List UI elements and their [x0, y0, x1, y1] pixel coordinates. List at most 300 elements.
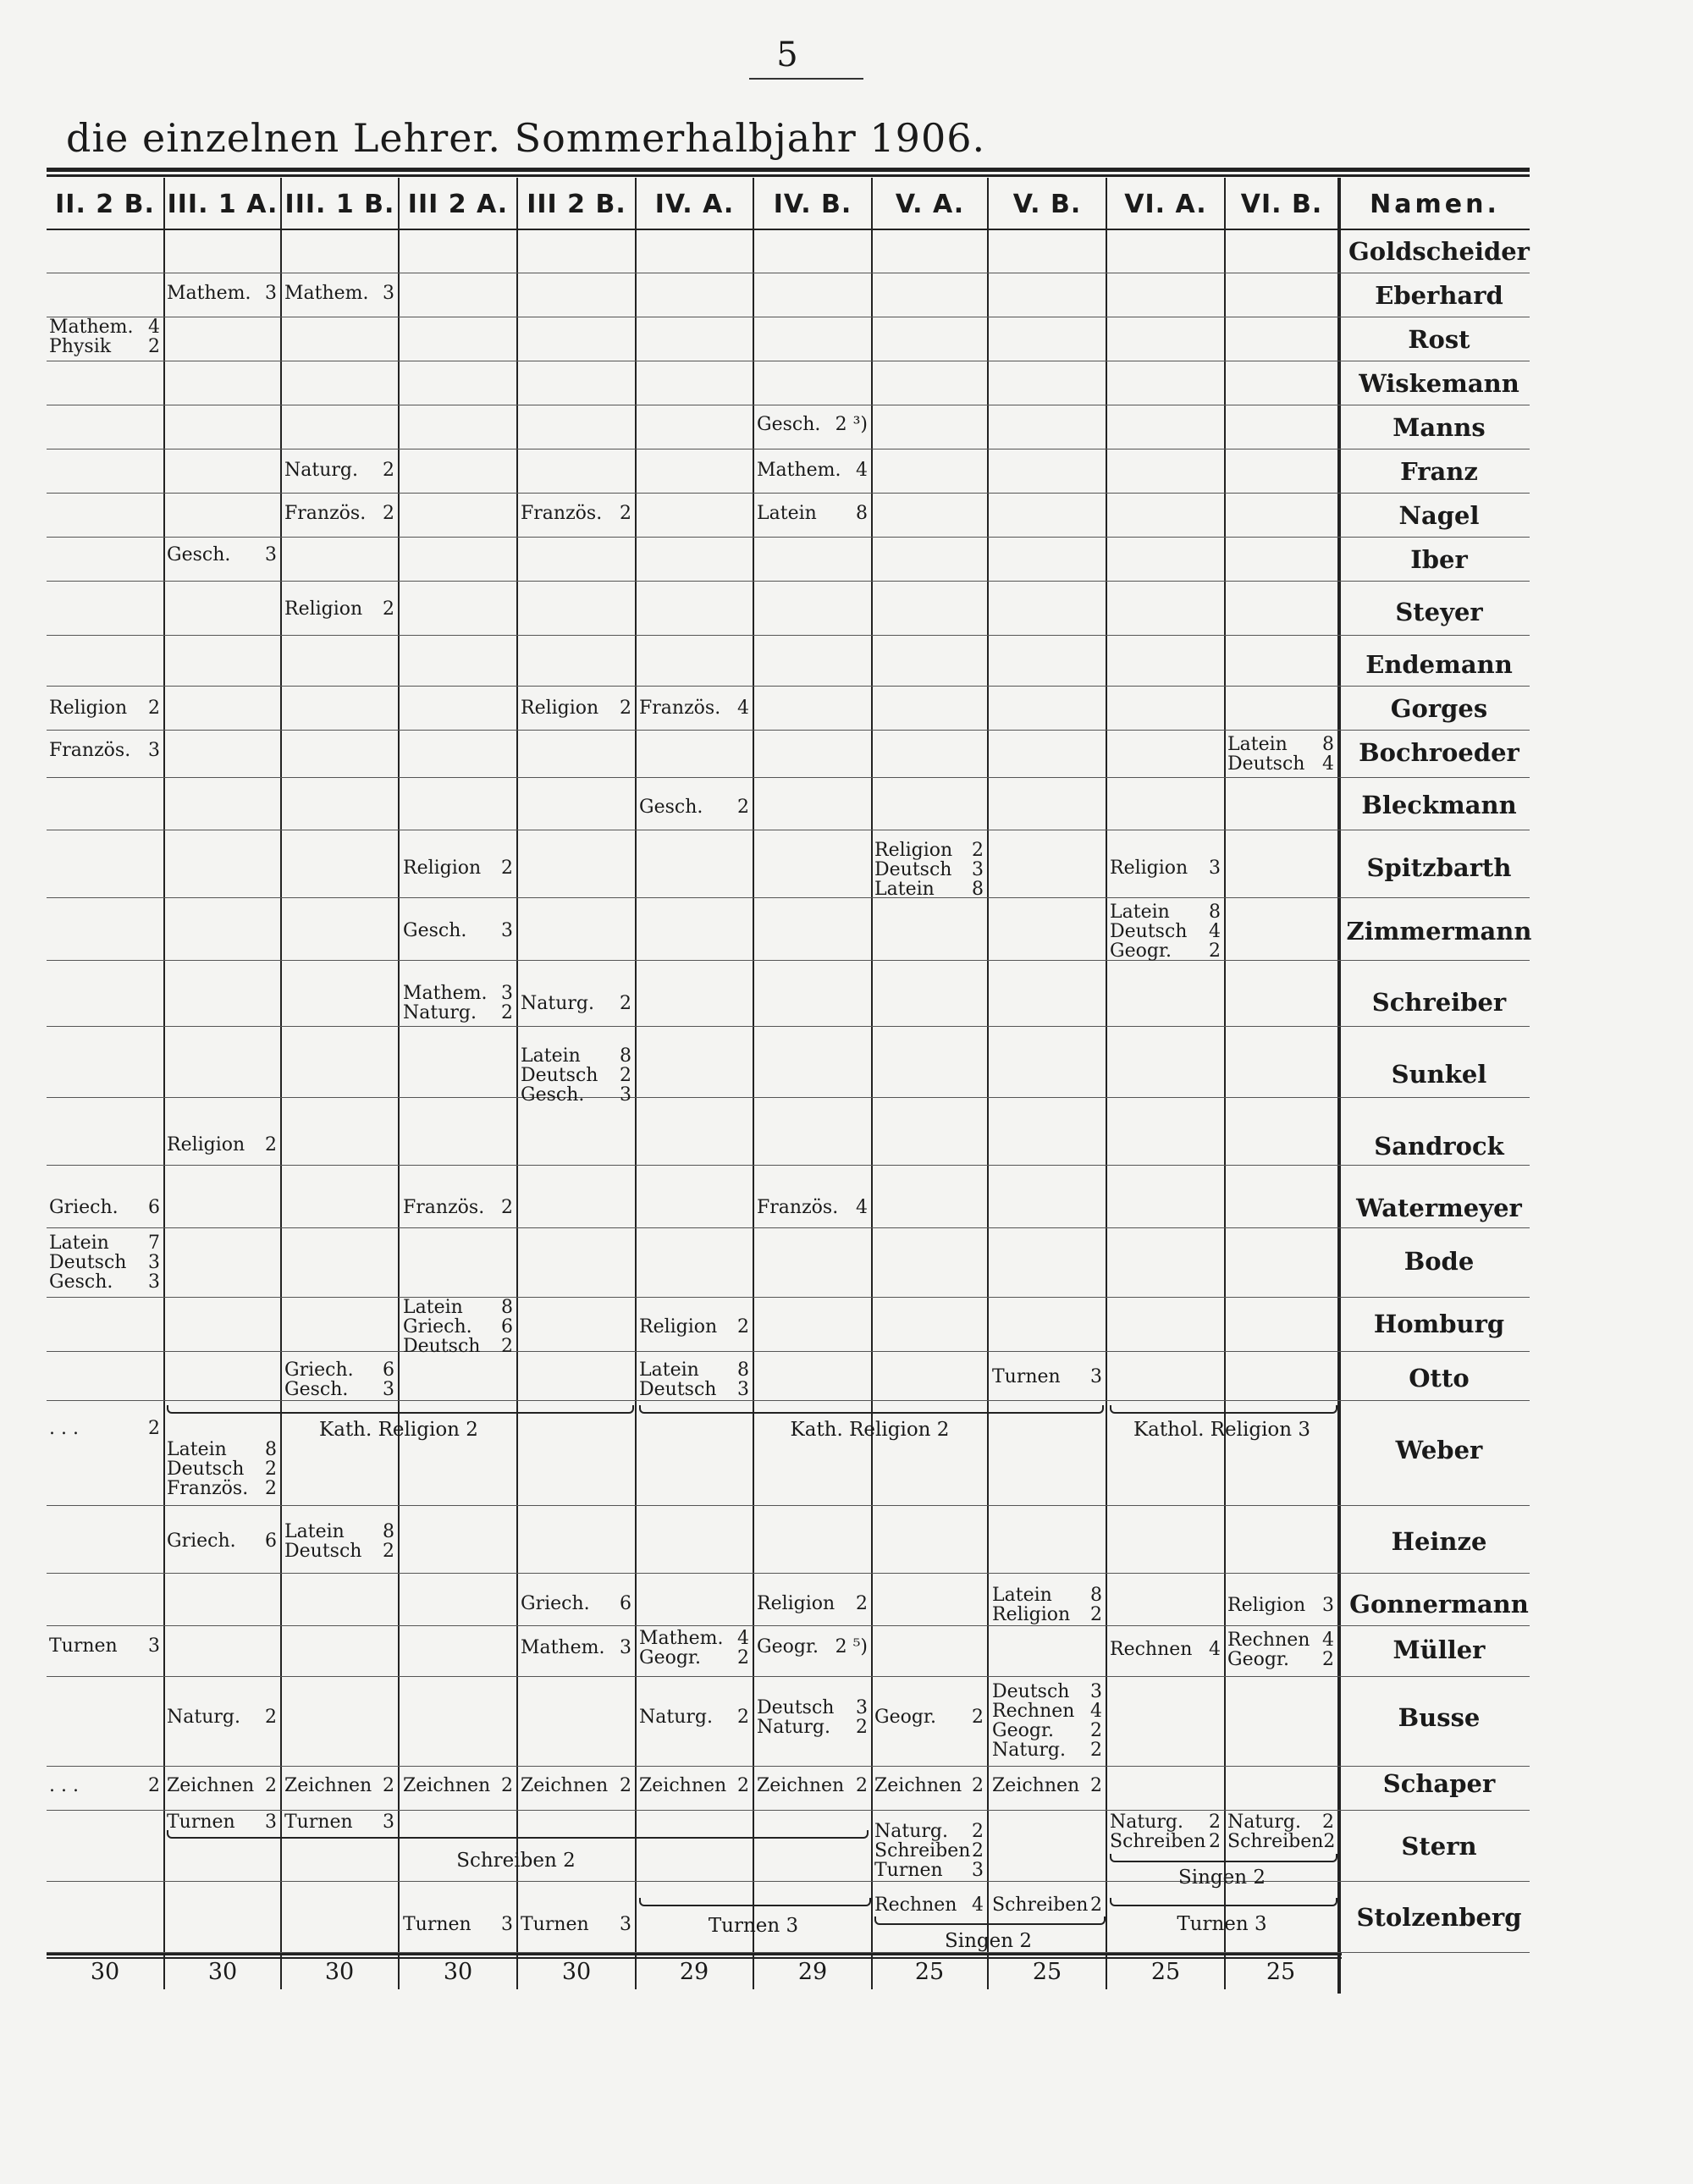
subject-entry [639, 698, 749, 718]
entry-line [874, 1707, 984, 1727]
subject-hours: 3 [501, 983, 513, 1004]
total-via: 25 [1150, 1959, 1181, 1985]
subject-name: Religion [49, 698, 128, 719]
subject-hours: 2 [737, 1316, 749, 1337]
subject-hours: 3 [265, 1812, 277, 1833]
subject-hours: 2 [972, 1840, 984, 1861]
subject-hours: 2 [620, 993, 631, 1014]
entry-line [1227, 1832, 1334, 1851]
row-separator [47, 635, 1530, 636]
subject-name: Deutsch [403, 1336, 481, 1357]
subject-hours: 2 ³) [835, 414, 868, 435]
subject-hours: 2 [148, 1418, 160, 1439]
total-ii2b: 30 [90, 1959, 120, 1985]
subject-hours: 3 [265, 283, 277, 304]
subject-entry [403, 921, 513, 940]
subject-entry [1110, 1640, 1221, 1659]
subject-hours: 4 [1209, 1639, 1221, 1660]
subject-hours: 8 [1209, 902, 1221, 923]
subject-hours: 2 [265, 1707, 277, 1728]
brace-turnen-vi [1110, 1898, 1337, 1906]
total-iii2b: 30 [561, 1959, 592, 1985]
subject-name: Französ. [521, 503, 603, 524]
subject-entry [167, 1531, 277, 1551]
subject-hours: 2 [501, 858, 513, 879]
subject-hours: 3 [1090, 1366, 1102, 1387]
subject-hours: 3 [383, 1812, 394, 1833]
span-turnen-iv: Turnen 3 [708, 1915, 799, 1937]
col-divider [280, 178, 282, 1989]
entry-line [1227, 1630, 1334, 1650]
entry-line [403, 1198, 513, 1217]
entry-line [49, 1233, 160, 1253]
subject-hours: 3 [383, 283, 394, 304]
subject-hours: 2 [501, 1197, 513, 1218]
subject-entry [992, 1586, 1102, 1624]
subject-name: Naturg. [1227, 1812, 1301, 1833]
subject-name: Naturg. [167, 1707, 240, 1728]
entry-line [284, 599, 394, 619]
subject-entry [521, 1594, 631, 1613]
subject-hours: 8 [856, 503, 868, 524]
row-separator [47, 1573, 1530, 1574]
subject-name: Geogr. [757, 1636, 819, 1657]
subject-hours: 2 [148, 1775, 160, 1796]
entry-line [639, 1776, 749, 1795]
subject-entry [284, 284, 394, 303]
subject-name: Französ. [403, 1197, 485, 1218]
total-iii2a: 30 [443, 1959, 473, 1985]
col-divider [753, 178, 754, 1989]
subject-hours: 8 [383, 1521, 394, 1542]
entry-line [49, 1272, 160, 1292]
subject-hours: 3 [383, 1379, 394, 1400]
subject-entry [1110, 858, 1221, 878]
subject-name: Deutsch [49, 1252, 127, 1273]
subject-hours: 2 [856, 1717, 868, 1738]
entry-line [757, 1718, 868, 1737]
subject-hours: 3 [501, 920, 513, 941]
total-iii1a: 30 [207, 1959, 238, 1985]
entry-line [49, 317, 160, 337]
entry-line [1110, 1832, 1221, 1851]
span-singen-vi: Singen 2 [1177, 1867, 1266, 1889]
col-header-iii2b: III 2 B. [527, 189, 626, 219]
entry-line [1110, 922, 1221, 941]
entry-line [167, 1812, 277, 1832]
subject-name: Gesch. [167, 544, 231, 565]
subject-hours: 3 [620, 1084, 631, 1106]
entry-line [874, 1822, 984, 1841]
subject-name: Turnen [521, 1914, 589, 1935]
total-vb: 25 [1032, 1959, 1062, 1985]
subject-entry [284, 599, 394, 619]
subject-name: Religion [757, 1593, 835, 1614]
subject-hours: 4 [1209, 921, 1221, 942]
subject-hours: 2 [501, 1336, 513, 1357]
subject-hours: 3 [1209, 858, 1221, 879]
row-separator [47, 960, 1530, 961]
subject-entry [992, 1776, 1102, 1795]
subject-name: Gesch. [284, 1379, 349, 1400]
subject-name: Deutsch [757, 1697, 835, 1718]
subject-entry [757, 1198, 868, 1217]
row-separator [47, 1810, 1530, 1811]
row-separator [47, 777, 1530, 778]
subject-name: Gesch. [757, 414, 821, 435]
entry-line [1110, 902, 1221, 922]
subject-name: Geogr. [1227, 1649, 1290, 1670]
subject-entry [167, 1135, 277, 1155]
subject-entry [284, 1522, 394, 1561]
subject-hours: 3 [148, 1252, 160, 1273]
teacher-name: Gorges [1390, 694, 1488, 723]
col-header-ii2b: II. 2 B. [55, 189, 155, 219]
subject-hours: 6 [383, 1359, 394, 1381]
entry-line [284, 1360, 394, 1380]
subject-name: Naturg. [521, 993, 594, 1014]
subject-name: Physik [49, 336, 112, 357]
subject-name: Turnen [284, 1812, 353, 1833]
subject-name: Turnen [992, 1366, 1061, 1387]
entry-line [49, 337, 160, 356]
subject-name: Latein [284, 1521, 345, 1542]
subject-name: Latein [1110, 902, 1170, 923]
subject-name: Zeichnen [757, 1775, 845, 1796]
subject-hours: 2 [265, 1459, 277, 1480]
subject-hours: 8 [1090, 1585, 1102, 1606]
subject-name: Griech. [403, 1316, 472, 1337]
row-separator [47, 897, 1530, 898]
top-rule [47, 168, 1530, 172]
entry-line [992, 1776, 1102, 1795]
subject-hours: 2 [1090, 1740, 1102, 1761]
subject-entry [639, 1776, 749, 1795]
entry-line [284, 1812, 394, 1832]
subject-name: Latein [167, 1439, 227, 1460]
entry-line [992, 1895, 1102, 1915]
subject-name: Französ. [167, 1478, 249, 1499]
entry-line [992, 1682, 1102, 1701]
subject-name: Naturg. [639, 1707, 713, 1728]
subject-hours: 2 [383, 1541, 394, 1562]
entry-line [167, 1440, 277, 1459]
subject-hours: 2 [737, 1647, 749, 1668]
teacher-name: Spitzbarth [1366, 853, 1512, 882]
subject-hours: 3 [265, 544, 277, 565]
subject-entry [1110, 902, 1221, 961]
subject-name: Religion [521, 698, 599, 719]
subject-hours: 2 [972, 1775, 984, 1796]
subject-hours: 2 [1090, 1604, 1102, 1625]
subject-hours: 3 [972, 859, 984, 880]
subject-hours: 2 ⁵) [835, 1636, 868, 1657]
total-iva: 29 [679, 1959, 709, 1985]
entry-line [284, 1380, 394, 1399]
entry-line [167, 1135, 277, 1155]
teacher-name: Otto [1409, 1364, 1470, 1393]
entry-line [49, 1419, 160, 1438]
subject-hours: 6 [501, 1316, 513, 1337]
teacher-name: Nagel [1398, 501, 1480, 530]
subject-name: Latein [49, 1233, 109, 1254]
teacher-name: Stolzenberg [1356, 1903, 1522, 1932]
subject-name: Geogr. [1110, 940, 1172, 962]
page-number-rule [749, 78, 863, 80]
teacher-name: Endemann [1365, 650, 1513, 679]
subject-name: Deutsch [521, 1065, 598, 1086]
teacher-name: Schaper [1382, 1769, 1496, 1798]
subject-hours: 3 [501, 1914, 513, 1935]
subject-hours: 3 [620, 1637, 631, 1658]
entry-line [167, 1531, 277, 1551]
subject-hours: 3 [856, 1697, 868, 1718]
subject-name: Gesch. [403, 920, 467, 941]
entry-line [49, 1776, 160, 1795]
entry-line [167, 545, 277, 565]
subject-hours: 2 [1090, 1894, 1102, 1916]
teacher-name: Gonnermann [1349, 1590, 1529, 1619]
page-heading: die einzelnen Lehrer. Sommerhalbjahr 1906. [66, 115, 986, 161]
col-divider [1106, 178, 1107, 1989]
entry-line [874, 1895, 984, 1915]
subject-name: Latein [521, 1045, 581, 1067]
subject-hours: 2 [737, 1707, 749, 1728]
subject-name: Schreiben [1227, 1831, 1324, 1852]
entry-line [284, 284, 394, 303]
subject-hours: 4 [1090, 1701, 1102, 1722]
subject-entry [521, 1915, 631, 1934]
entry-line [757, 1698, 868, 1718]
subject-entry [757, 461, 868, 480]
entry-line [1227, 1650, 1334, 1669]
entry-line [639, 1360, 749, 1380]
subject-entry [521, 1046, 631, 1105]
names-column-rule [1337, 178, 1341, 1994]
subject-hours: 2 [148, 698, 160, 719]
subject-hours: 8 [501, 1297, 513, 1318]
subject-entry [757, 1594, 868, 1613]
subject-entry [49, 317, 160, 356]
teacher-name: Steyer [1395, 598, 1483, 626]
teacher-name: Manns [1392, 413, 1486, 442]
teacher-name: Weber [1395, 1436, 1483, 1464]
subject-entry [403, 984, 513, 1023]
entry-line [284, 1776, 394, 1795]
subject-name: Geogr. [992, 1720, 1055, 1741]
entry-line [757, 504, 868, 523]
subject-entry [167, 1707, 277, 1727]
teacher-name: Franz [1400, 457, 1478, 486]
subject-hours: 2 [383, 598, 394, 620]
row-separator [47, 581, 1530, 582]
subject-entry [639, 1707, 749, 1727]
subject-entry [874, 841, 984, 899]
subject-name: Gesch. [49, 1271, 113, 1293]
subject-name: Latein [403, 1297, 463, 1318]
subject-name: Mathem. [639, 1628, 724, 1649]
subject-hours: 2 [737, 1775, 749, 1796]
subject-name: Naturg. [757, 1717, 830, 1738]
subject-hours: 3 [620, 1914, 631, 1935]
subject-entry [992, 1367, 1102, 1387]
subject-entry [874, 1707, 984, 1727]
subject-hours: 4 [856, 460, 868, 481]
teacher-name: Bode [1403, 1247, 1475, 1276]
entry-line [639, 1317, 749, 1337]
teacher-name: Iber [1410, 545, 1468, 574]
subject-entry [757, 504, 868, 523]
entry-line [521, 1638, 631, 1657]
subject-hours: 2 [856, 1775, 868, 1796]
subject-entry [639, 1360, 749, 1399]
entry-line [874, 880, 984, 899]
subject-entry [403, 1198, 513, 1217]
subject-name: Naturg. [874, 1821, 948, 1842]
subject-entry [284, 1812, 394, 1832]
subject-name: Zeichnen [639, 1775, 727, 1796]
subject-name: Deutsch [1227, 753, 1305, 775]
subject-hours: 2 [1090, 1720, 1102, 1741]
subject-name: Naturg. [284, 460, 358, 481]
subject-name: Naturg. [1110, 1812, 1183, 1833]
col-divider [871, 178, 873, 1989]
subject-entry [757, 415, 868, 434]
subject-name: Latein [874, 879, 935, 900]
subject-name: Zeichnen [521, 1775, 609, 1796]
col-header-iii2a: III 2 A. [407, 189, 509, 219]
row-separator [47, 1351, 1530, 1352]
entry-line [521, 1066, 631, 1085]
entry-line [167, 1459, 277, 1479]
subject-hours: 2 [620, 503, 631, 524]
subject-entry [639, 1317, 749, 1337]
subject-entry [521, 1638, 631, 1657]
subject-entry [1227, 735, 1334, 774]
subject-hours: 3 [1090, 1681, 1102, 1702]
entry-line [1227, 1812, 1334, 1832]
entry-line [521, 1046, 631, 1066]
col-header-ivb: IV. B. [773, 189, 852, 219]
brace-kathol-religion [1110, 1405, 1337, 1414]
entry-line [521, 1915, 631, 1934]
row-separator [47, 1952, 1530, 1953]
subject-name: Latein [992, 1585, 1052, 1606]
subject-entry [167, 284, 277, 303]
subject-name: Religion [403, 858, 482, 879]
entry-line [639, 1629, 749, 1648]
subject-hours: 2 [1209, 940, 1221, 962]
subject-hours: 2 [1209, 1831, 1221, 1852]
subject-hours: 8 [265, 1439, 277, 1460]
subject-entry [1227, 1630, 1334, 1669]
subject-hours: 2 [972, 1707, 984, 1728]
subject-entry [403, 858, 513, 878]
teacher-name: Bleckmann [1361, 791, 1517, 819]
subject-name: Zeichnen [403, 1775, 491, 1796]
subject-entry [284, 1776, 394, 1795]
teacher-name: Goldscheider [1348, 237, 1530, 266]
subject-name: Mathem. [521, 1637, 605, 1658]
entry-line [49, 698, 160, 718]
entry-line [521, 1776, 631, 1795]
row-separator [47, 1676, 1530, 1677]
subject-entry [639, 1629, 749, 1668]
col-header-vb: V. B. [1012, 189, 1082, 219]
subject-hours: 2 [1209, 1812, 1221, 1833]
subject-entry [992, 1682, 1102, 1760]
subject-name: Deutsch [284, 1541, 362, 1562]
subject-name: Schreiben [874, 1840, 971, 1861]
subject-entry [284, 1360, 394, 1399]
entry-line [284, 1522, 394, 1541]
row-separator [47, 537, 1530, 538]
entry-line [1110, 1812, 1221, 1832]
row-separator [47, 1766, 1530, 1767]
subject-hours: 2 [856, 1593, 868, 1614]
subject-entry [521, 994, 631, 1013]
teacher-name: Sandrock [1374, 1132, 1504, 1161]
subject-hours: 3 [148, 1271, 160, 1293]
col-divider [516, 178, 518, 1989]
entry-line [992, 1605, 1102, 1624]
entry-line [1110, 941, 1221, 961]
entry-line [521, 994, 631, 1013]
teacher-name: Rost [1408, 325, 1470, 354]
teacher-name: Zimmermann [1346, 917, 1532, 946]
subject-hours: 2 [265, 1775, 277, 1796]
subject-name: Französ. [49, 740, 131, 761]
subject-entry [992, 1895, 1102, 1915]
row-separator [47, 686, 1530, 687]
subject-name: Turnen [874, 1860, 943, 1881]
entry-line [167, 1707, 277, 1727]
subject-entry [403, 1915, 513, 1934]
subject-entry [874, 1776, 984, 1795]
subject-entry [167, 545, 277, 565]
entry-line [874, 1861, 984, 1880]
entry-line [757, 461, 868, 480]
teacher-name: Wiskemann [1359, 369, 1519, 398]
subject-hours: 7 [148, 1233, 160, 1254]
col-header-iii1a: III. 1 A. [167, 189, 278, 219]
subject-entry [49, 1233, 160, 1292]
subject-name: Deutsch [874, 859, 952, 880]
col-header-va: V. A. [895, 189, 965, 219]
entry-line [1110, 1640, 1221, 1659]
entry-line [874, 1776, 984, 1795]
brace-schreiben [167, 1830, 869, 1839]
col-header-names: Namen. [1370, 189, 1500, 219]
subject-entry [284, 461, 394, 480]
subject-name: Mathem. [167, 283, 251, 304]
subject-hours: 4 [1322, 1630, 1334, 1651]
subject-name: Naturg. [992, 1740, 1066, 1761]
subject-entry [403, 1298, 513, 1356]
row-separator [47, 1097, 1530, 1098]
subject-name: Gesch. [639, 797, 703, 818]
subject-hours: 3 [737, 1379, 749, 1400]
subject-name: Latein [1227, 734, 1288, 755]
entry-line [403, 1776, 513, 1795]
subject-name: Mathem. [757, 460, 841, 481]
entry-line [403, 858, 513, 878]
subject-entry [49, 1776, 160, 1795]
entry-line [1110, 858, 1221, 878]
subject-name: Religion [1110, 858, 1188, 879]
entry-line [403, 1337, 513, 1356]
subject-name: Griech. [49, 1197, 119, 1218]
